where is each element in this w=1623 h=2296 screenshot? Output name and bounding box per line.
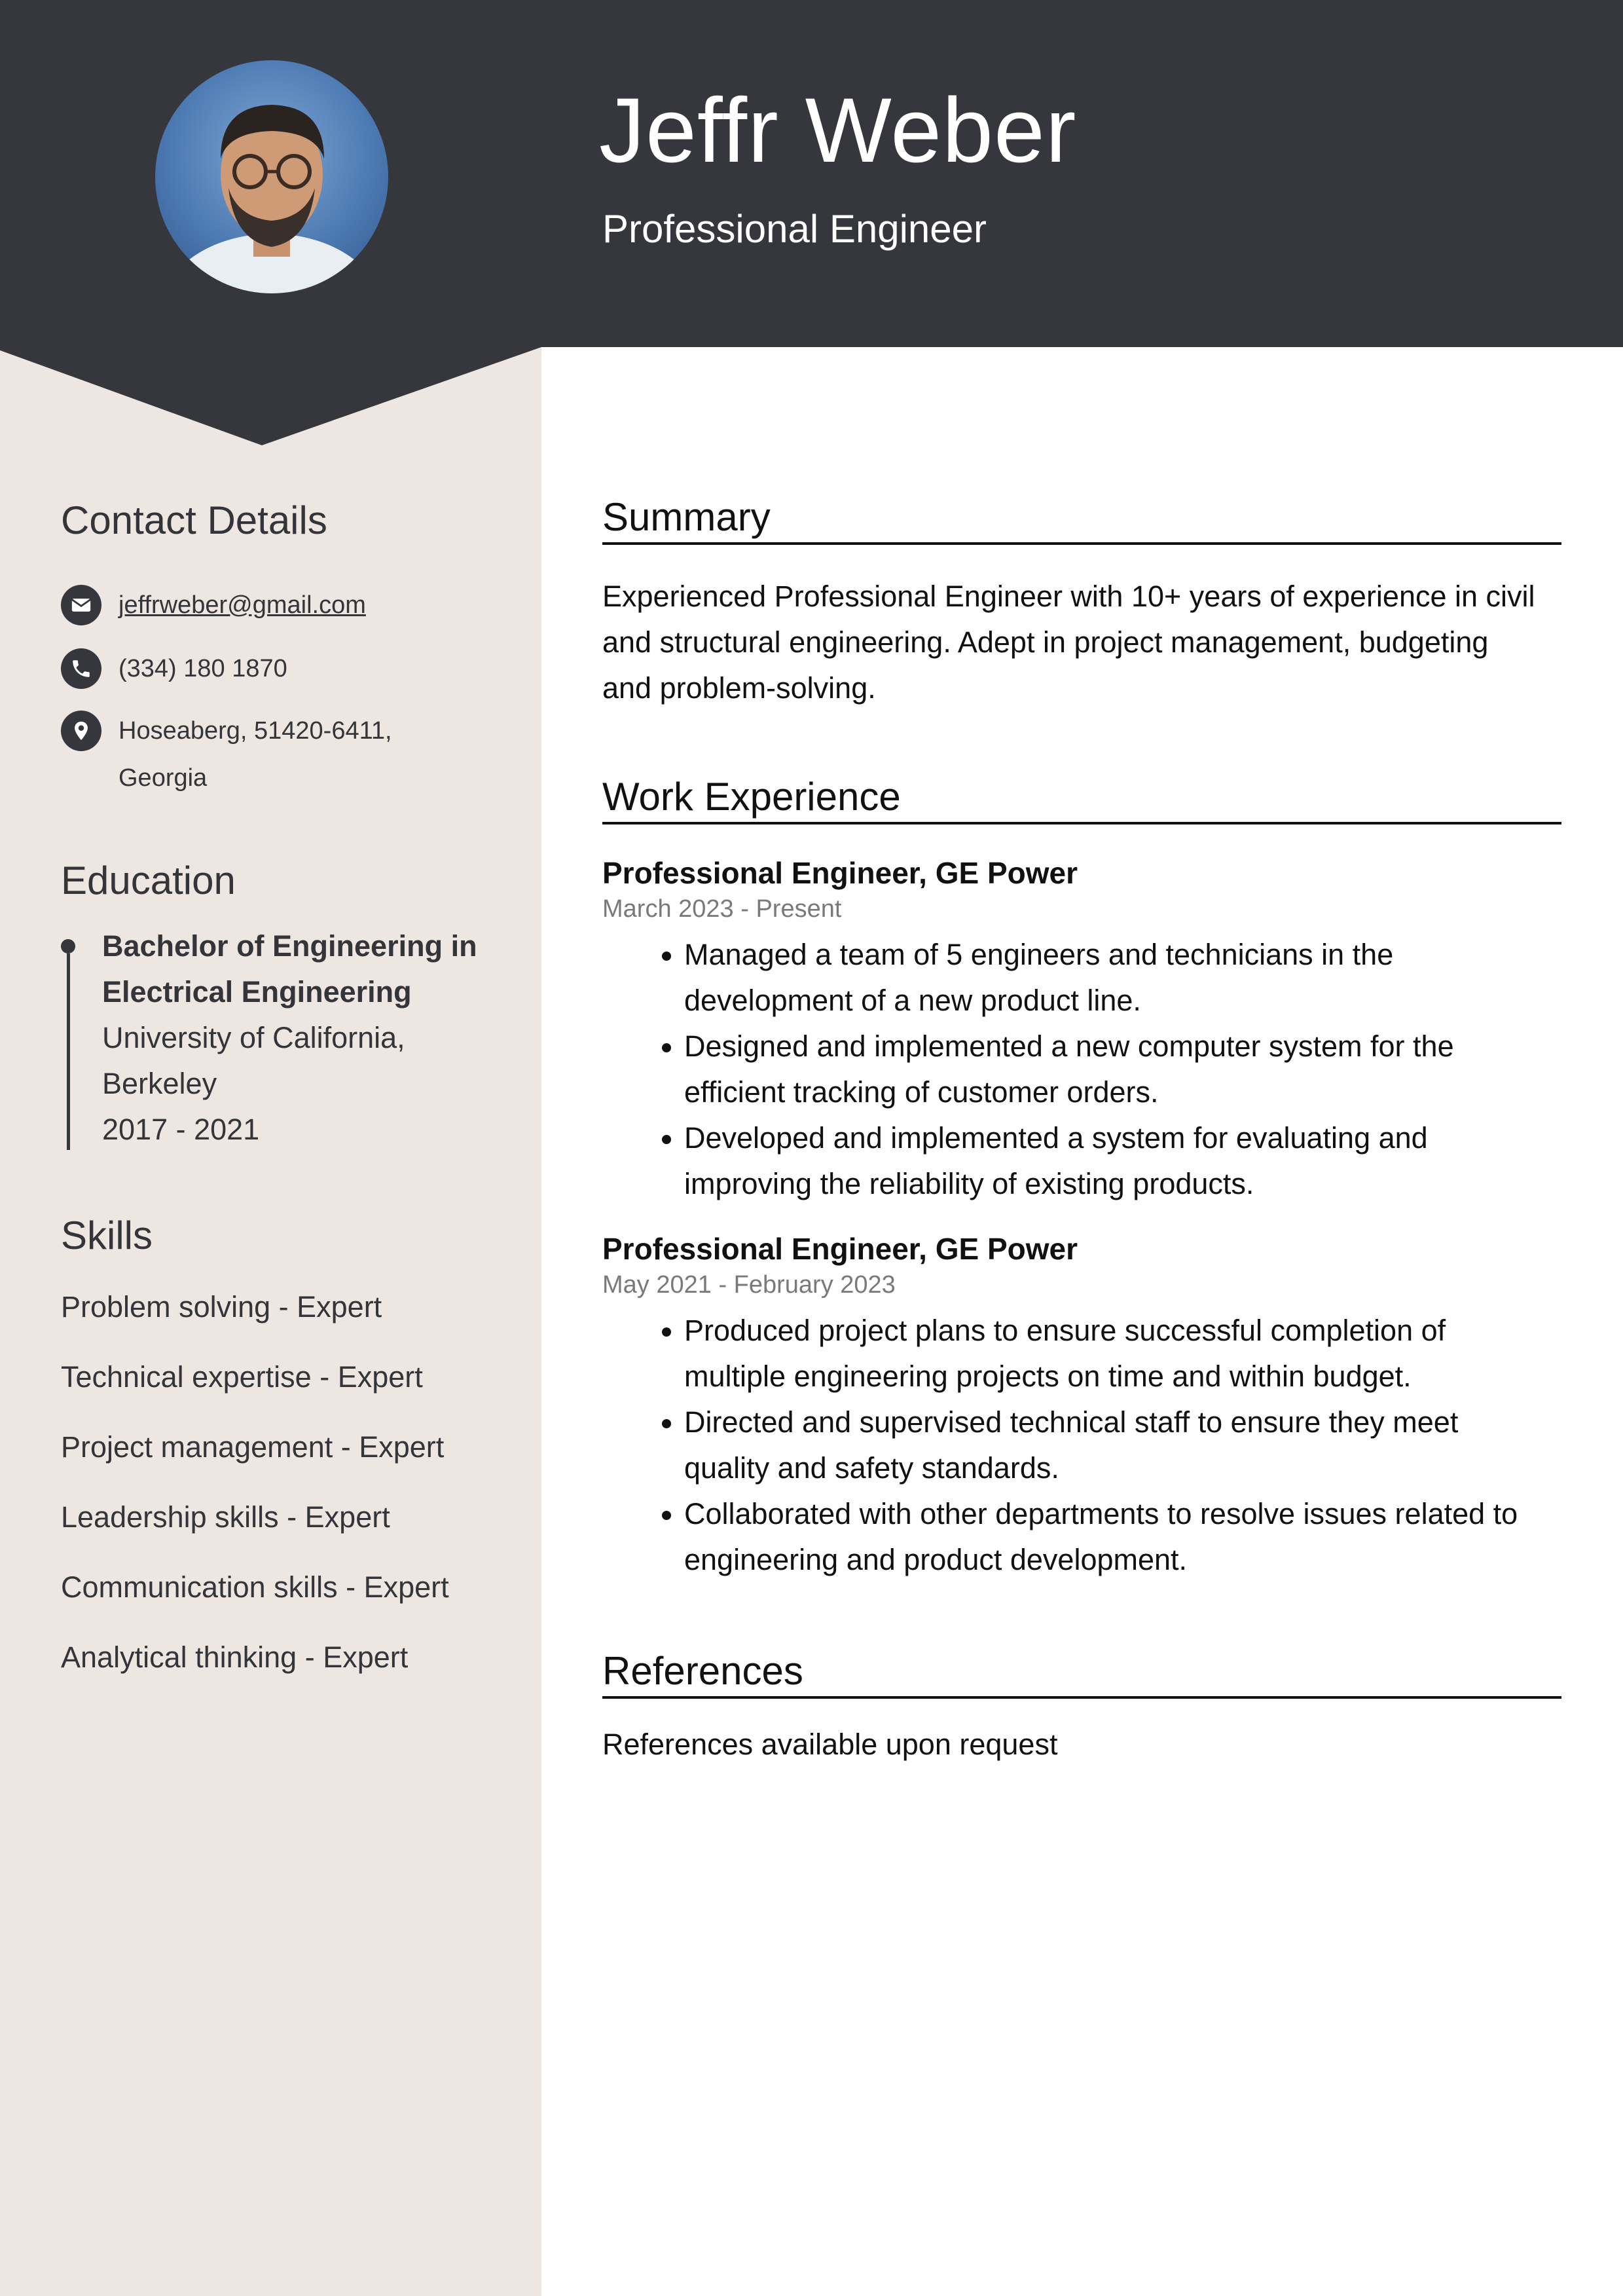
address-line-2: Georgia	[119, 764, 208, 792]
work-experience-heading: Work Experience	[602, 774, 1561, 824]
profile-photo	[155, 60, 388, 293]
map-pin-icon	[61, 711, 101, 751]
contact-email[interactable]	[61, 585, 366, 629]
summary-line: and structural engineering. Adept in project management, budgeting	[602, 625, 1489, 659]
skill-item: Analytical thinking - Expert	[61, 1640, 409, 1674]
skills-heading: Skills	[61, 1213, 153, 1257]
skill-item: Technical expertise - Expert	[61, 1360, 423, 1394]
address-text	[119, 707, 392, 802]
job-bullet: • Directed and supervised technical staff to ensure they meet quality and safety standards.	[684, 1399, 1561, 1491]
job-bullet: • Produced project plans to ensure successful completion of multiple engineering projects on time and within budget.	[684, 1308, 1561, 1399]
skill-item: Communication skills - Expert	[61, 1570, 449, 1604]
contact-heading: Contact Details	[61, 498, 327, 542]
education-heading: Education	[61, 859, 236, 902]
job-title: Professional Engineer, GE Power	[602, 856, 1078, 890]
job-bullet: • Developed and implemented a system for evaluating and improving the reliability of existing products.	[684, 1115, 1561, 1207]
degree-line-2: Electrical Engineering	[102, 975, 412, 1009]
candidate-title: Professional Engineer	[602, 207, 987, 251]
summary-heading: Summary	[602, 494, 1561, 545]
degree-line-1: Bachelor of Engineering in	[102, 929, 477, 963]
education-school	[102, 1015, 495, 1107]
job-bullet: • Managed a team of 5 engineers and technicians in the development of a new product line.	[684, 932, 1561, 1024]
envelope-icon	[61, 585, 101, 625]
job-bullet: • Collaborated with other departments to resolve issues related to engineering and product development.	[684, 1491, 1561, 1583]
job-dates: March 2023 - Present	[602, 895, 842, 923]
education-degree	[102, 923, 495, 1015]
job-bullets	[602, 932, 1561, 1207]
contact-phone	[61, 648, 287, 692]
skill-item: Leadership skills - Expert	[61, 1500, 390, 1534]
job-entry	[602, 1229, 1561, 1583]
candidate-name: Jeffr Weber	[599, 79, 1077, 181]
contact-address	[61, 711, 392, 802]
references-heading: References	[602, 1648, 1561, 1699]
email-link[interactable]: jeffrweber@gmail.com	[119, 591, 366, 619]
phone-number: (334) 180 1870	[119, 655, 287, 682]
phone-icon	[61, 648, 101, 689]
job-title: Professional Engineer, GE Power	[602, 1232, 1078, 1266]
school-line-2: Berkeley	[102, 1067, 217, 1100]
timeline-dot	[61, 939, 75, 954]
job-dates: May 2021 - February 2023	[602, 1271, 896, 1299]
timeline-line	[67, 954, 70, 1150]
summary-line: and problem-solving.	[602, 671, 876, 705]
address-line-1: Hoseaberg, 51420-6411,	[119, 717, 392, 745]
school-line-1: University of California,	[102, 1021, 405, 1054]
references-text: References available upon request	[602, 1728, 1058, 1761]
skill-item: Project management - Expert	[61, 1430, 445, 1464]
education-years: 2017 - 2021	[102, 1113, 260, 1146]
summary-line: Experienced Professional Engineer with 10+ years of experience in civil	[602, 580, 1535, 613]
job-bullet: • Designed and implemented a new computer system for the efficient tracking of customer orders.	[684, 1024, 1561, 1115]
skill-item: Problem solving - Expert	[61, 1290, 382, 1324]
job-entry	[602, 853, 1561, 1207]
summary-text	[602, 574, 1558, 711]
job-bullets	[602, 1308, 1561, 1583]
